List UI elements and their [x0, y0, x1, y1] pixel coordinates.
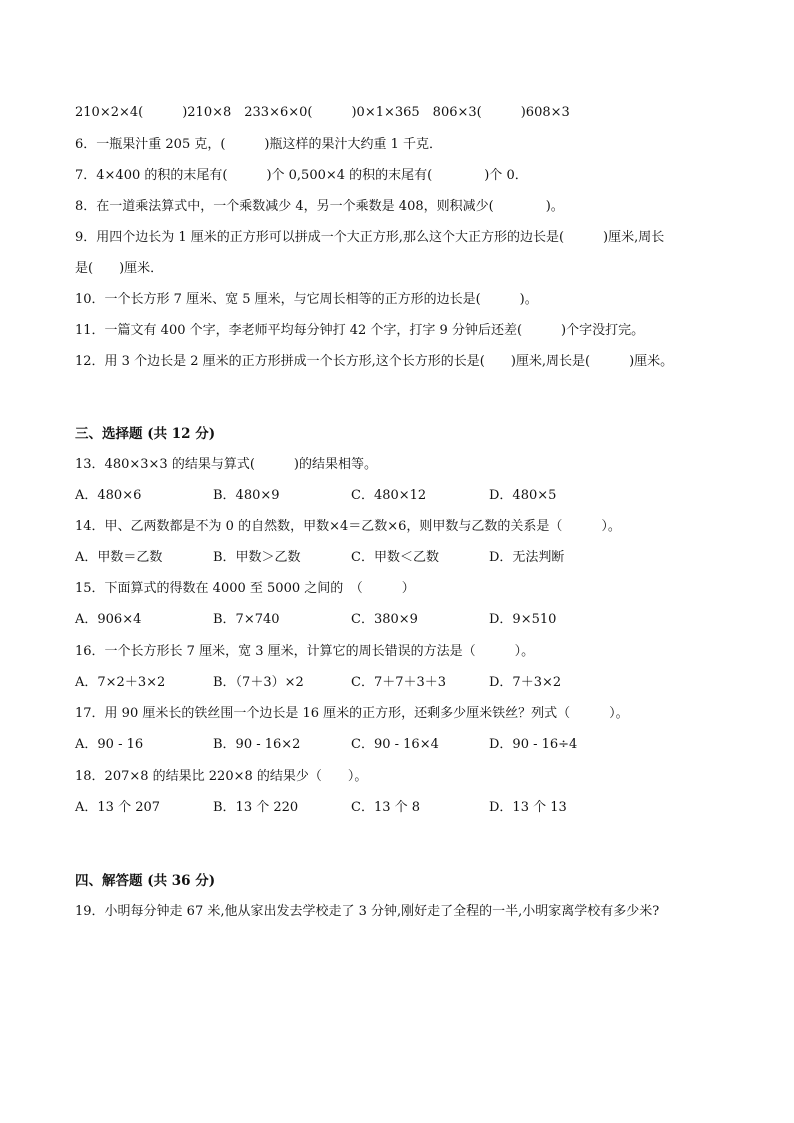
option-d: D．9×510 — [489, 612, 557, 627]
option-d: D．13 个 13 — [489, 800, 567, 815]
option-d: D．无法判断 — [489, 550, 565, 565]
question-10: 10．一个长方形 7 厘米、宽 5 厘米，与它周长相等的正方形的边长是( )。 — [75, 292, 538, 307]
question-6: 6．一瓶果汁重 205 克，( )瓶这样的果汁大约重 1 千克． — [75, 137, 443, 152]
question-9: 9．用四个边长为 1 厘米的正方形可以拼成一个大正方形,那么这个大正方形的边长是( )厘米,周长 — [75, 230, 665, 245]
option-c: C．480×12 — [351, 488, 427, 503]
question-15-options — [75, 611, 754, 629]
option-a: A．480×6 — [75, 488, 142, 503]
option-c: C．380×9 — [351, 612, 418, 627]
question-14: 14．甲、乙两数都是不为 0 的自然数，甲数×4＝乙数×6，则甲数与乙数的关系是（ ）。 — [75, 519, 621, 534]
question-18: 18．207×8 的结果比 220×8 的结果少（ ）。 — [75, 769, 368, 784]
question-13: 13．480×3×3 的结果与算式( )的结果相等。 — [75, 457, 377, 472]
question-18-options — [75, 799, 754, 817]
option-b: B．480×9 — [213, 488, 280, 503]
option-a: A．90 - 16 — [75, 737, 144, 752]
option-d: D．480×5 — [489, 488, 557, 503]
question-8: 8．在一道乘法算式中，一个乘数减少 4，另一个乘数是 408，则积减少( )。 — [75, 199, 564, 214]
question-16: 16．一个长方形长 7 厘米，宽 3 厘米，计算它的周长错误的方法是（ ）。 — [75, 644, 535, 659]
question-14-options — [75, 549, 754, 567]
option-b: B．7×740 — [213, 612, 280, 627]
question-9-continued: 是( )厘米． — [75, 261, 164, 276]
option-b: B．（7＋3）×2 — [213, 675, 304, 690]
question-13-options — [75, 487, 754, 505]
option-d: D．90 - 16÷4 — [489, 737, 578, 752]
question-17: 17．用 90 厘米长的铁丝围一个边长是 16 厘米的正方形，还剩多少厘米铁丝？列式（ ）。 — [75, 706, 629, 721]
section-3-heading: 三、选择题 (共 12 分) — [75, 426, 216, 442]
option-a: A．7×2＋3×2 — [75, 675, 166, 690]
option-d: D．7＋3×2 — [489, 675, 562, 690]
option-a: A．甲数＝乙数 — [75, 550, 163, 565]
question-17-options — [75, 736, 754, 754]
question-19: 19．小明每分钟走 67 米,他从家出发去学校走了 3 分钟,刚好走了全程的一半,小明家离学校有多少米? — [75, 904, 660, 919]
question-15: 15．下面算式的得数在 4000 至 5000 之间的 （ ） — [75, 581, 415, 596]
option-a: A．13 个 207 — [75, 800, 161, 815]
option-c: C．13 个 8 — [351, 800, 421, 815]
option-c: C．7＋7＋3＋3 — [351, 675, 447, 690]
option-b: B．甲数＞乙数 — [213, 550, 301, 565]
option-c: C．90 - 16×4 — [351, 737, 439, 752]
option-a: A．906×4 — [75, 612, 142, 627]
question-7: 7．4×400 的积的末尾有( )个 0,500×4 的积的末尾有( )个 0． — [75, 168, 528, 183]
question-11: 11．一篇文有 400 个字，李老师平均每分钟打 42 个字，打字 9 分钟后还差( )个字没打完。 — [75, 323, 645, 338]
option-c: C．甲数＜乙数 — [351, 550, 439, 565]
compare-blank-line: 210×2×4( )210×8 233×6×0( )0×1×365 806×3( )608×3 — [75, 105, 570, 120]
section-4-heading: 四、解答题 (共 36 分) — [75, 873, 216, 889]
option-b: B．13 个 220 — [213, 800, 299, 815]
question-12: 12．用 3 个边长是 2 厘米的正方形拼成一个长方形,这个长方形的长是( )厘米,周长是( )厘米。 — [75, 354, 674, 369]
option-b: B．90 - 16×2 — [213, 737, 301, 752]
question-16-options — [75, 674, 754, 692]
